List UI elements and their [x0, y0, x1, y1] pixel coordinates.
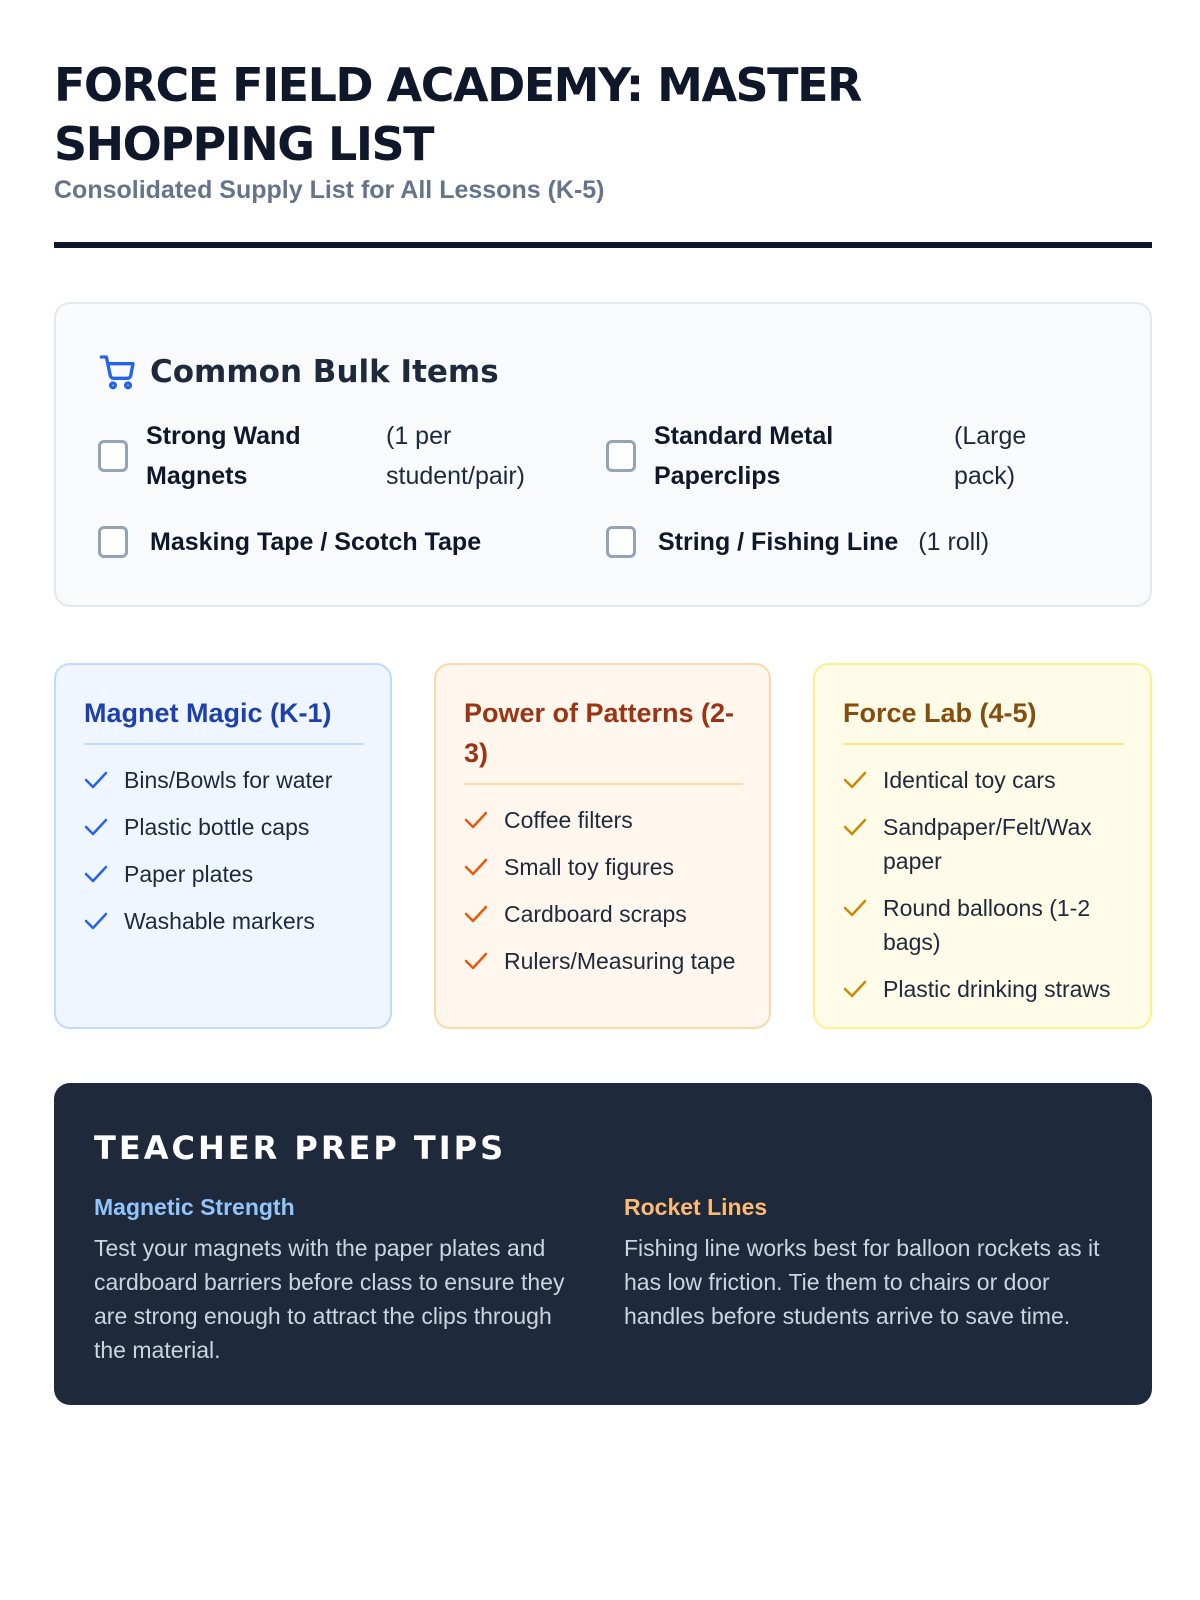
lesson-supply-list: [84, 763, 364, 938]
check-icon: [843, 810, 867, 844]
check-icon: [84, 810, 108, 844]
list-item-label: Paper plates: [124, 861, 254, 887]
check-icon: [464, 850, 488, 884]
teacher-tips-panel: [54, 1083, 1152, 1405]
list-item-label: Plastic bottle caps: [124, 814, 310, 840]
check-icon: [84, 857, 108, 891]
bulk-items-header: [98, 350, 499, 394]
lesson-card-title: Power of Patterns (2-3): [464, 693, 743, 785]
bulk-item-checkbox[interactable]: [98, 440, 128, 472]
check-icon: [84, 904, 108, 938]
list-item: [84, 857, 364, 891]
bulk-item: [606, 522, 989, 562]
bulk-item-note: (1 per student/pair): [386, 422, 525, 490]
check-icon: [843, 972, 867, 1006]
tip-text: Test your magnets with the paper plates and cardboard barriers before class to ensure they are strong enough to attract the clips through the material.: [94, 1235, 565, 1363]
teacher-tips-title: TEACHER PREP TIPS: [94, 1129, 507, 1167]
list-item: [464, 850, 743, 884]
bulk-items-panel: [54, 302, 1152, 607]
bulk-item-note: (Large pack): [954, 422, 1027, 490]
header-divider: [54, 242, 1152, 248]
tip-magnetic-strength: [94, 1191, 574, 1367]
list-item-label: Washable markers: [124, 908, 315, 934]
list-item-label: Sandpaper/Felt/Wax paper: [883, 814, 1092, 874]
list-item: [843, 972, 1124, 1006]
lesson-card-power-of-patterns: [434, 663, 771, 1029]
list-item: [84, 904, 364, 938]
bulk-item-checkbox[interactable]: [606, 526, 636, 558]
bulk-item: [606, 416, 1064, 496]
check-icon: [84, 763, 108, 797]
bulk-item-name: Masking Tape / Scotch Tape: [150, 528, 482, 556]
page-subtitle: Consolidated Supply List for All Lessons (K-5): [54, 176, 605, 204]
check-icon: [464, 944, 488, 978]
page-title: FORCE FIELD ACADEMY: MASTER SHOPPING LIST: [54, 58, 861, 171]
tip-rocket-lines: [624, 1191, 1104, 1333]
lesson-supply-list: [843, 763, 1124, 1006]
bulk-item-name: String / Fishing Line: [658, 528, 899, 556]
lesson-card-magnet-magic: [54, 663, 392, 1029]
bulk-item: [98, 522, 481, 562]
list-item-label: Coffee filters: [504, 807, 633, 833]
list-item-label: Identical toy cars: [883, 767, 1056, 793]
list-item: [84, 763, 364, 797]
tip-heading: Magnetic Strength: [94, 1194, 295, 1220]
bulk-item-checkbox[interactable]: [606, 440, 636, 472]
lesson-card-force-lab: [813, 663, 1152, 1029]
list-item-label: Rulers/Measuring tape: [504, 948, 736, 974]
check-icon: [843, 891, 867, 925]
lesson-card-title: Magnet Magic (K-1): [84, 693, 364, 745]
list-item-label: Round balloons (1-2 bags): [883, 895, 1091, 955]
list-item-label: Bins/Bowls for water: [124, 767, 333, 793]
check-icon: [464, 803, 488, 837]
list-item: [843, 763, 1124, 797]
list-item: [464, 944, 743, 978]
lesson-supply-list: [464, 803, 743, 978]
list-item: [84, 810, 364, 844]
list-item: [464, 803, 743, 837]
list-item-label: Cardboard scraps: [504, 901, 687, 927]
bulk-item: [98, 416, 566, 496]
bulk-item-note: (1 roll): [918, 528, 990, 556]
bulk-item-name: Strong Wand Magnets: [146, 422, 301, 490]
list-item: [464, 897, 743, 931]
check-icon: [464, 897, 488, 931]
lesson-card-title: Force Lab (4-5): [843, 693, 1124, 745]
check-icon: [843, 763, 867, 797]
bulk-item-name: Standard Metal Paperclips: [654, 422, 834, 490]
list-item: [843, 810, 1124, 878]
tip-text: Fishing line works best for balloon rockets as it has low friction. Tie them to chairs or door handles before students arrive to save time.: [624, 1235, 1100, 1329]
tip-heading: Rocket Lines: [624, 1194, 768, 1220]
list-item: [843, 891, 1124, 959]
bulk-items-title: Common Bulk Items: [150, 354, 499, 390]
bulk-item-checkbox[interactable]: [98, 526, 128, 558]
shopping-cart-icon: [98, 352, 138, 392]
list-item-label: Plastic drinking straws: [883, 976, 1111, 1002]
list-item-label: Small toy figures: [504, 854, 675, 880]
